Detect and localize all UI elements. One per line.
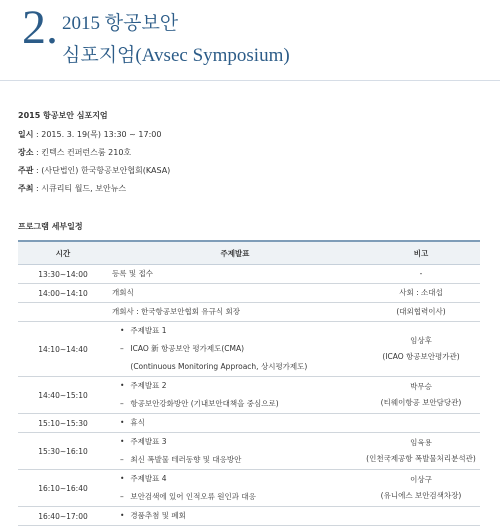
sponsor-value: : 시큐리티 월드, 보안뉴스 [33, 184, 127, 193]
row-time: 14:40~15:10 [18, 377, 108, 414]
col-topic-header: 주제발표 [108, 241, 362, 265]
bullet-icon: • [120, 326, 125, 335]
table-row [18, 303, 480, 322]
row-note [362, 433, 480, 470]
row-note [362, 414, 480, 433]
schedule-table [18, 240, 480, 526]
dash-icon: – [120, 399, 124, 408]
table-row [18, 284, 480, 303]
row-topic [108, 414, 362, 433]
date-label: 일시 [18, 130, 34, 139]
event-title: 2015 항공보안 심포지엄 [18, 111, 108, 120]
topic-line: 주제발표 2 [130, 381, 167, 390]
topic-line: 최신 폭발물 테러동향 및 대응방안 [130, 455, 242, 464]
event-host [18, 165, 488, 183]
row-topic [108, 284, 362, 303]
bullet-icon: • [120, 418, 125, 427]
row-note [362, 265, 480, 284]
row-topic [108, 303, 362, 322]
schedule-body [18, 265, 480, 526]
event-venue [18, 147, 488, 165]
note-line: (티웨이항공 보안담당관) [380, 398, 462, 407]
row-time: 15:10~15:30 [18, 414, 108, 433]
note-line: 임육용 [410, 438, 432, 447]
event-sponsor [18, 183, 488, 201]
row-time: 14:10~14:40 [18, 322, 108, 377]
dash-icon: – [120, 344, 124, 353]
header-divider [0, 80, 500, 81]
topic-line: ICAO 新 항공보안 평가제도(CMA) [130, 344, 245, 353]
table-row [18, 433, 480, 470]
row-topic [108, 377, 362, 414]
note-line: 사회 : 소대섭 [399, 288, 443, 297]
bullet-icon: • [120, 474, 125, 483]
row-topic [108, 433, 362, 470]
header [0, 0, 500, 88]
note-line: - [419, 269, 423, 278]
bullet-icon: • [120, 511, 125, 520]
row-time: 13:30~14:00 [18, 265, 108, 284]
topic-line: 휴식 [130, 418, 145, 427]
section-title-line1: 2015 항공보안 [62, 13, 179, 34]
bullet-icon: • [120, 381, 125, 390]
row-time: 16:10~16:40 [18, 470, 108, 507]
col-time-header: 시간 [18, 241, 108, 265]
table-row [18, 507, 480, 526]
venue-label: 장소 [18, 148, 34, 157]
row-topic [108, 322, 362, 377]
venue-value: : 킨텍스 컨퍼런스룸 210호 [33, 148, 132, 157]
date-value: : 2015. 3. 19(목) 13:30 ~ 17:00 [33, 130, 162, 139]
topic-line: 주제발표 1 [130, 326, 167, 335]
row-topic [108, 507, 362, 526]
row-note [362, 377, 480, 414]
program-title: 프로그램 세부일정 [18, 222, 83, 231]
note-line: 이상구 [410, 475, 432, 484]
section-title-line2: 심포지엄(Avsec Symposium) [62, 45, 290, 66]
row-time: 14:00~14:10 [18, 284, 108, 303]
topic-line: 경품추첨 및 폐회 [130, 511, 186, 520]
row-note [362, 470, 480, 507]
note-line: (인천국제공항 폭발물처리분석관) [366, 454, 476, 463]
row-time: 16:40~17:00 [18, 507, 108, 526]
note-line: (유니에스 보안검색차장) [380, 491, 462, 500]
note-line: (대외협력이사) [396, 307, 446, 316]
row-note [362, 284, 480, 303]
table-row [18, 265, 480, 284]
row-time: 15:30~16:10 [18, 433, 108, 470]
row-topic [108, 265, 362, 284]
event-info [18, 110, 488, 201]
table-row [18, 414, 480, 433]
host-value: : (사단법인) 한국항공보안협회(KASA) [33, 166, 171, 175]
topic-line: 보안검색에 있어 인적오류 원인과 대응 [130, 492, 256, 501]
topic-line: 개회식 [112, 288, 134, 297]
table-row [18, 470, 480, 507]
bullet-icon: • [120, 437, 125, 446]
topic-line: 개회사 : 한국항공보안협회 유규식 회장 [112, 307, 240, 316]
topic-line: 주제발표 4 [130, 474, 167, 483]
topic-line: 항공보안강화방안 (기내보안대책을 중심으로) [130, 399, 279, 408]
topic-line: 주제발표 3 [130, 437, 167, 446]
col-note-header: 비고 [362, 241, 480, 265]
host-label: 주관 [18, 166, 34, 175]
note-line: (ICAO 항공보안평가관) [382, 352, 460, 361]
event-date [18, 129, 488, 147]
note-line: 임상후 [410, 336, 432, 345]
note-line: 박무승 [410, 382, 432, 391]
table-row [18, 322, 480, 377]
dash-icon: – [120, 492, 124, 501]
section-number: 2. [22, 1, 58, 54]
table-row [18, 377, 480, 414]
row-topic [108, 470, 362, 507]
table-header-row [18, 241, 480, 265]
dash-icon: – [120, 455, 124, 464]
row-note [362, 322, 480, 377]
row-note [362, 303, 480, 322]
row-note [362, 507, 480, 526]
topic-line: 등록 및 접수 [112, 269, 153, 278]
topic-line: (Continuous Monitoring Approach, 상시평가제도) [130, 362, 308, 371]
sponsor-label: 주최 [18, 184, 34, 193]
row-time [18, 303, 108, 322]
